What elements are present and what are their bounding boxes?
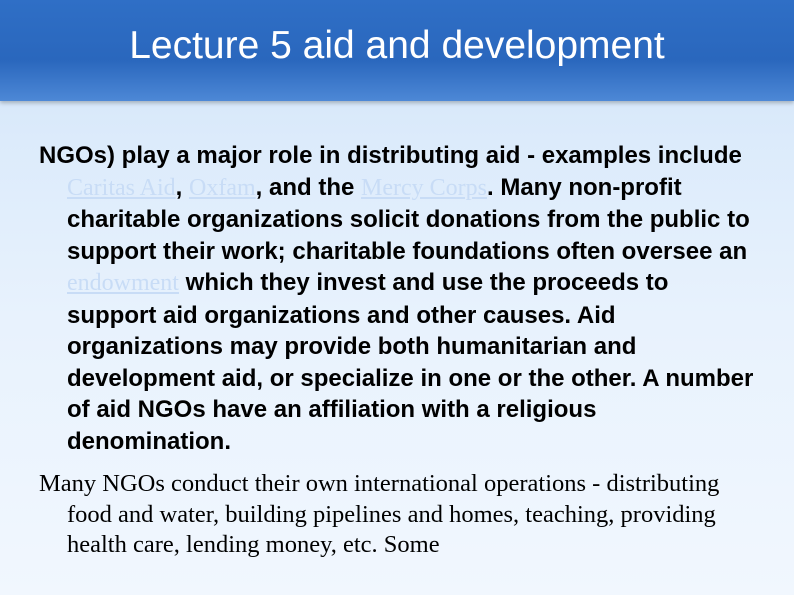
title-bar	[0, 0, 794, 101]
text-run: . Many non-profit charitable organizations solicit donations from the public to support their work; charitable foundations often oversee an	[67, 173, 750, 265]
paragraph-ngo-role	[39, 140, 759, 457]
text-run: which they invest and use the proceeds to support aid organizations and other causes. Aid organizations may provide both humanitarian and development aid, or specialize in one or the other. A number of aid NGOs have an affiliation with a religious denomination.	[67, 269, 754, 455]
link-oxfam[interactable]: Oxfam	[189, 174, 256, 201]
text-run: , and the	[255, 173, 361, 201]
text-run: ,	[175, 173, 189, 201]
link-caritas-aid[interactable]: Caritas Aid	[67, 174, 176, 201]
paragraph-ngo-operations: Many NGOs conduct their own international operations - distributing food and water, building pipelines and homes, teaching, providing health care, lending money, etc. Some	[39, 470, 720, 558]
text-run: NGOs) play a major role in distributing aid - examples include	[39, 142, 742, 169]
link-endowment[interactable]: endowment	[67, 270, 179, 296]
slide-title: Lecture 5 aid and development	[129, 24, 665, 67]
slide-content	[39, 140, 759, 561]
link-mercy-corps[interactable]: Mercy Corps	[361, 174, 487, 201]
